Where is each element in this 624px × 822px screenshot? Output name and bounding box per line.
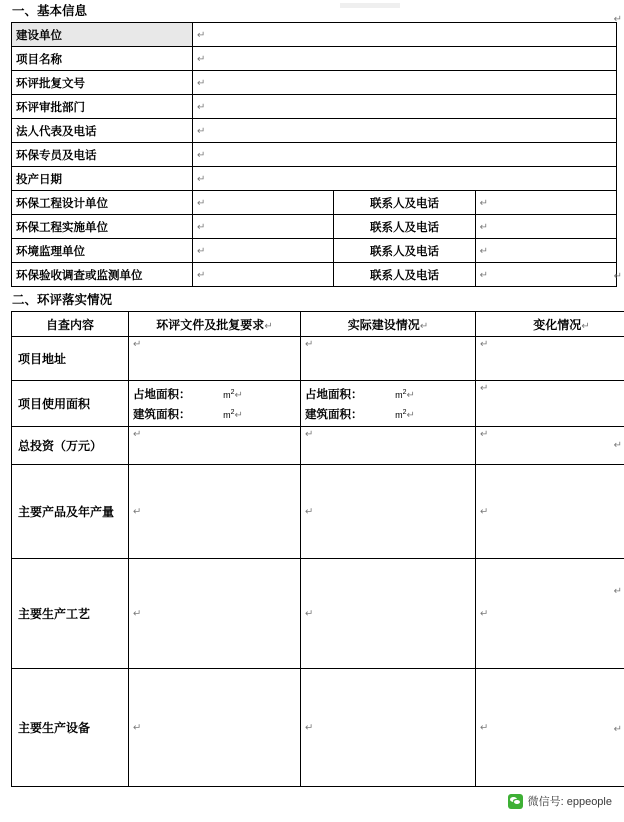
watermark-label: 微信号: eppeople [528, 793, 612, 809]
cell-changes[interactable] [476, 427, 624, 465]
table-row [12, 119, 617, 143]
cell-actual-construction[interactable] [301, 465, 476, 559]
row-label: 法人代表及电话 [12, 119, 193, 143]
cell-eia-requirement[interactable] [129, 559, 301, 669]
area-field-land [133, 384, 296, 404]
cell-actual-construction[interactable] [301, 669, 476, 787]
cell-actual-construction[interactable] [301, 337, 476, 381]
paragraph-mark: ↵ [480, 608, 488, 619]
paragraph-mark: ↵ [480, 429, 488, 440]
paragraph-mark: ↵ [480, 722, 488, 733]
paragraph-mark: ↵ [197, 30, 205, 41]
row-value[interactable] [193, 143, 617, 167]
contact-header: 联系人及电话 [334, 239, 475, 263]
paragraph-mark: ↵ [407, 390, 415, 401]
paragraph-mark: ↵ [133, 722, 141, 733]
paragraph-mark: ↵ [197, 270, 205, 281]
table-row [12, 95, 617, 119]
implementation-body [12, 337, 624, 787]
table-row [12, 427, 624, 465]
cell-actual-construction[interactable] [301, 559, 476, 669]
section-title-implementation: 二、环评落实情况 [12, 292, 616, 308]
basic-info-table [11, 22, 617, 287]
paragraph-mark: ↵ [197, 246, 205, 257]
paragraph-mark: ↵ [581, 321, 589, 332]
paragraph-mark: ↵ [480, 198, 488, 209]
row-label: 建设单位 [12, 23, 193, 47]
area-label-building: 建筑面积： [133, 409, 191, 421]
table-row [12, 167, 617, 191]
row-label: 环评审批部门 [12, 95, 193, 119]
paragraph-mark: ↵ [264, 321, 272, 332]
cell-eia-requirement[interactable] [129, 669, 301, 787]
contact-value[interactable] [475, 263, 616, 287]
table-row [12, 559, 624, 669]
table-row [12, 337, 624, 381]
section-title-basic-info: 一、基本信息 [12, 3, 616, 19]
table-row [12, 23, 617, 47]
paragraph-mark: ↵ [197, 222, 205, 233]
paragraph-mark: ↵ [480, 270, 488, 281]
contact-value[interactable] [475, 239, 616, 263]
area-label-building: 建筑面积： [305, 409, 363, 421]
row-label: 主要生产设备 [12, 669, 129, 787]
row-label: 环评批复文号 [12, 71, 193, 95]
paragraph-mark: ↵ [420, 321, 428, 332]
row-value[interactable] [193, 191, 334, 215]
margin-paragraph-mark: ↵ [614, 14, 622, 25]
area-unit-land: $m^2$ [363, 384, 407, 404]
paragraph-mark: ↵ [133, 429, 141, 440]
cell-changes[interactable] [476, 669, 624, 787]
cell-changes[interactable] [476, 465, 624, 559]
paragraph-mark: ↵ [480, 222, 488, 233]
row-label: 投产日期 [12, 167, 193, 191]
paragraph-mark: ↵ [133, 506, 141, 517]
watermark [504, 790, 616, 812]
table-row [12, 71, 617, 95]
area-unit-land: $m^2$ [191, 384, 235, 404]
contact-header: 联系人及电话 [334, 263, 475, 287]
paragraph-mark: ↵ [305, 339, 313, 350]
cell-eia-requirement[interactable] [129, 465, 301, 559]
row-value[interactable] [193, 167, 617, 191]
row-value[interactable] [193, 23, 617, 47]
paragraph-mark: ↵ [197, 174, 205, 185]
area-unit-building: $m^2$ [191, 404, 235, 424]
margin-paragraph-mark: ↵ [614, 271, 622, 282]
column-header-label: 实际建设情况 [348, 318, 420, 332]
top-shade-bar [340, 3, 400, 8]
column-header-actual-construction [301, 312, 476, 337]
margin-paragraph-mark: ↵ [614, 724, 622, 735]
paragraph-mark: ↵ [197, 126, 205, 137]
row-label: 环保工程实施单位 [12, 215, 193, 239]
row-label: 主要生产工艺 [12, 559, 129, 669]
row-label: 项目使用面积 [12, 381, 129, 427]
wechat-icon [508, 794, 523, 809]
paragraph-mark: ↵ [305, 506, 313, 517]
area-label-land: 占地面积： [133, 389, 191, 401]
implementation-head [12, 312, 624, 337]
paragraph-mark: ↵ [197, 198, 205, 209]
table-header-row [12, 312, 624, 337]
row-value[interactable] [193, 215, 334, 239]
row-label: 环保验收调查或监测单位 [12, 263, 193, 287]
column-header-eia-requirement [129, 312, 301, 337]
paragraph-mark: ↵ [480, 506, 488, 517]
table-row [12, 669, 624, 787]
paragraph-mark: ↵ [133, 339, 141, 350]
column-header-self-check: 自查内容 [12, 312, 129, 337]
table-row [12, 47, 617, 71]
cell-eia-requirement[interactable] [129, 337, 301, 381]
row-label: 项目地址 [12, 337, 129, 381]
row-value[interactable] [193, 71, 617, 95]
paragraph-mark: ↵ [197, 78, 205, 89]
paragraph-mark: ↵ [197, 54, 205, 65]
column-header-changes [476, 312, 624, 337]
paragraph-mark: ↵ [305, 429, 313, 440]
cell-eia-requirement[interactable] [129, 427, 301, 465]
row-label: 总投资（万元） [12, 427, 129, 465]
paragraph-mark: ↵ [197, 102, 205, 113]
row-value[interactable] [193, 95, 617, 119]
row-label: 环保专员及电话 [12, 143, 193, 167]
table-row [12, 215, 617, 239]
column-header-label: 环评文件及批复要求 [156, 318, 264, 332]
row-value[interactable] [193, 263, 334, 287]
row-value[interactable] [193, 119, 617, 143]
paragraph-mark: ↵ [480, 383, 488, 394]
table-row [12, 263, 617, 287]
row-value[interactable] [193, 47, 617, 71]
paragraph-mark: ↵ [197, 150, 205, 161]
cell-changes[interactable] [476, 559, 624, 669]
paragraph-mark: ↵ [235, 410, 243, 421]
margin-paragraph-mark: ↵ [614, 440, 622, 451]
paragraph-mark: ↵ [407, 410, 415, 421]
contact-value[interactable] [475, 215, 616, 239]
table-row [12, 381, 624, 427]
paragraph-mark: ↵ [133, 608, 141, 619]
area-unit-building: $m^2$ [363, 404, 407, 424]
area-label-land: 占地面积： [305, 389, 363, 401]
paragraph-mark: ↵ [480, 246, 488, 257]
row-label: 环保工程设计单位 [12, 191, 193, 215]
table-row [12, 239, 617, 263]
contact-header: 联系人及电话 [334, 191, 475, 215]
cell-actual-construction[interactable] [301, 381, 476, 427]
area-field-building [133, 404, 296, 424]
cell-changes[interactable] [476, 381, 624, 427]
row-value[interactable] [193, 239, 334, 263]
margin-paragraph-mark: ↵ [614, 586, 622, 597]
column-header-label: 变化情况 [533, 318, 581, 332]
area-field-land [305, 384, 471, 404]
cell-changes[interactable] [476, 337, 624, 381]
contact-header: 联系人及电话 [334, 215, 475, 239]
paragraph-mark: ↵ [480, 339, 488, 350]
area-field-building [305, 404, 471, 424]
row-label: 项目名称 [12, 47, 193, 71]
contact-value[interactable] [475, 191, 616, 215]
paragraph-mark: ↵ [305, 722, 313, 733]
paragraph-mark: ↵ [305, 608, 313, 619]
row-label: 环境监理单位 [12, 239, 193, 263]
basic-info-body [12, 23, 617, 287]
table-row [12, 191, 617, 215]
cell-actual-construction[interactable] [301, 427, 476, 465]
cell-eia-requirement[interactable] [129, 381, 301, 427]
table-row [12, 465, 624, 559]
table-row [12, 143, 617, 167]
implementation-table [11, 311, 624, 787]
paragraph-mark: ↵ [235, 390, 243, 401]
row-label: 主要产品及年产量 [12, 465, 129, 559]
document-page [0, 3, 624, 822]
